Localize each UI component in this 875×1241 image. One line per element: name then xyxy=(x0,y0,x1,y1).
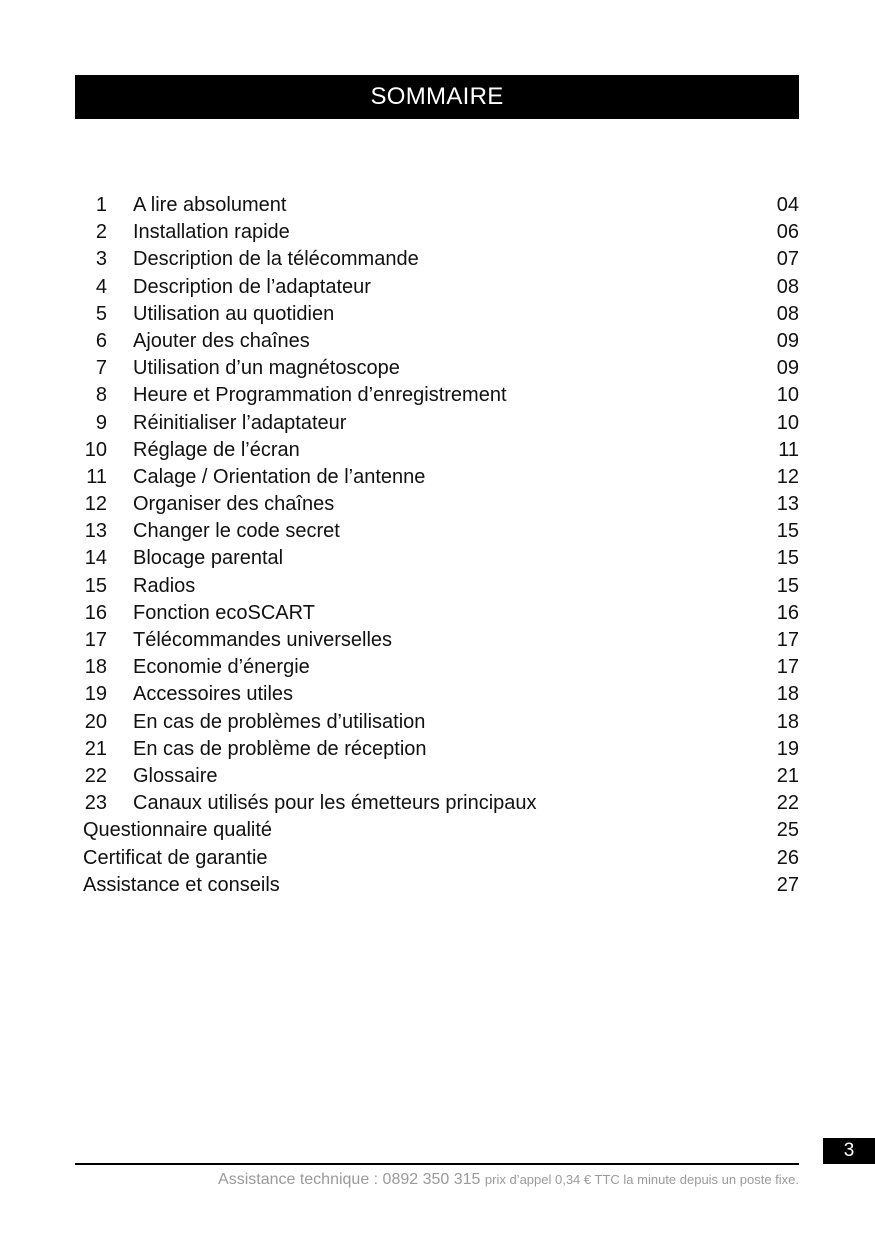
toc-row[interactable] xyxy=(75,246,799,273)
toc-label: Calage / Orientation de l’antenne xyxy=(133,465,426,488)
toc-row[interactable] xyxy=(75,872,799,899)
toc-row[interactable] xyxy=(75,763,799,790)
toc-page: 07 xyxy=(776,248,799,271)
toc-row[interactable] xyxy=(75,518,799,545)
toc-row[interactable] xyxy=(75,545,799,572)
toc-page: 18 xyxy=(776,710,799,733)
toc-number: 15 xyxy=(84,574,107,597)
toc-page: 08 xyxy=(776,302,799,325)
toc-number: 13 xyxy=(84,520,107,543)
toc-page: 17 xyxy=(776,656,799,679)
toc-label: Certificat de garantie xyxy=(83,846,268,869)
toc-number: 22 xyxy=(84,764,107,787)
table-of-contents xyxy=(75,192,799,899)
toc-row[interactable] xyxy=(75,464,799,491)
toc-label: Télécommandes universelles xyxy=(133,629,393,651)
toc-number: 12 xyxy=(84,493,107,516)
toc-page: 17 xyxy=(776,629,799,651)
toc-page: 19 xyxy=(776,737,799,760)
toc-row[interactable] xyxy=(75,573,799,600)
toc-number: 19 xyxy=(84,683,107,706)
toc-label: Organiser des chaînes xyxy=(133,493,335,516)
toc-row[interactable] xyxy=(75,817,799,844)
toc-label: Description de la télécommande xyxy=(133,248,419,271)
toc-number: 20 xyxy=(84,710,107,733)
toc-label: Assistance et conseils xyxy=(83,873,280,896)
footer-divider xyxy=(75,1163,799,1165)
toc-page: 22 xyxy=(776,792,799,815)
toc-row[interactable] xyxy=(75,491,799,518)
toc-label: Utilisation d’un magnétoscope xyxy=(133,357,400,380)
footer xyxy=(218,1171,799,1189)
toc-number: 1 xyxy=(95,194,107,216)
toc-page: 10 xyxy=(776,384,799,407)
toc-label: En cas de problèmes d’utilisation xyxy=(133,710,426,733)
toc-label: Radios xyxy=(133,574,196,597)
toc-row[interactable] xyxy=(75,736,799,763)
toc-label: Fonction ecoSCART xyxy=(133,601,315,624)
toc-page: 16 xyxy=(776,601,799,624)
header-bar xyxy=(75,75,799,119)
toc-row[interactable] xyxy=(75,355,799,382)
toc-row[interactable] xyxy=(75,681,799,708)
toc-page: 08 xyxy=(776,275,799,298)
toc-row[interactable] xyxy=(75,328,799,355)
toc-number: 18 xyxy=(84,656,107,679)
toc-label: Réinitialiser l’adaptateur xyxy=(133,411,347,434)
toc-page: 15 xyxy=(776,520,799,543)
toc-number: 11 xyxy=(86,465,107,488)
toc-row[interactable] xyxy=(75,410,799,437)
toc-page: 06 xyxy=(776,221,799,244)
toc-number: 2 xyxy=(95,221,107,244)
toc-label: A lire absolument xyxy=(133,194,287,216)
toc-row[interactable] xyxy=(75,790,799,817)
page-title: SOMMAIRE xyxy=(370,83,504,110)
toc-page: 27 xyxy=(776,873,799,896)
toc-label: Blocage parental xyxy=(133,547,284,570)
toc-row[interactable] xyxy=(75,845,799,872)
toc-page: 10 xyxy=(776,411,799,434)
toc-number: 17 xyxy=(84,629,107,651)
toc-page: 18 xyxy=(776,683,799,706)
support-phone: Assistance technique : 0892 350 315 xyxy=(218,1171,481,1188)
toc-row[interactable] xyxy=(75,627,799,654)
toc-page: 09 xyxy=(776,357,799,380)
toc-page: 15 xyxy=(776,547,799,570)
toc-label: Changer le code secret xyxy=(133,520,340,543)
toc-page: 04 xyxy=(776,194,799,216)
toc-label: Installation rapide xyxy=(133,221,290,244)
toc-number: 7 xyxy=(95,357,107,380)
toc-page: 12 xyxy=(776,465,799,488)
call-price-note: prix d’appel 0,34 € TTC la minute depuis un poste fixe. xyxy=(484,1172,799,1187)
toc-label: Ajouter des chaînes xyxy=(133,329,310,352)
toc-row[interactable] xyxy=(75,709,799,736)
toc-label: Economie d’énergie xyxy=(133,656,310,679)
toc-row[interactable] xyxy=(75,382,799,409)
toc-page: 13 xyxy=(776,493,799,516)
page-number: 3 xyxy=(843,1140,855,1161)
toc-number: 9 xyxy=(95,411,107,434)
toc-number: 8 xyxy=(95,384,107,407)
toc-row[interactable] xyxy=(75,600,799,627)
toc-page: 21 xyxy=(776,764,799,787)
toc-label: Réglage de l’écran xyxy=(133,438,300,461)
toc-label: Accessoires utiles xyxy=(133,683,294,706)
toc-row[interactable] xyxy=(75,654,799,681)
toc-label: Description de l’adaptateur xyxy=(133,275,371,298)
toc-number: 10 xyxy=(84,438,107,461)
toc-label: Canaux utilisés pour les émetteurs principaux xyxy=(133,792,537,815)
toc-number: 23 xyxy=(84,792,107,815)
toc-row[interactable] xyxy=(75,274,799,301)
toc-label: Glossaire xyxy=(133,764,218,787)
toc-label: Questionnaire qualité xyxy=(83,819,273,842)
toc-row[interactable] xyxy=(75,219,799,246)
page-number-tab xyxy=(823,1138,875,1164)
toc-number: 14 xyxy=(84,547,107,570)
toc-number: 3 xyxy=(95,248,107,271)
toc-row[interactable] xyxy=(75,437,799,464)
toc-page: 15 xyxy=(776,574,799,597)
toc-label: En cas de problème de réception xyxy=(133,737,427,760)
toc-page: 09 xyxy=(776,329,799,352)
toc-page: 26 xyxy=(776,846,799,869)
toc-label: Utilisation au quotidien xyxy=(133,302,335,325)
toc-number: 21 xyxy=(84,737,107,760)
toc-row[interactable] xyxy=(75,192,799,219)
toc-row[interactable] xyxy=(75,301,799,328)
toc-page: 25 xyxy=(776,819,799,842)
toc-number: 4 xyxy=(95,275,107,298)
toc-label: Heure et Programmation d’enregistrement xyxy=(133,384,507,407)
toc-number: 5 xyxy=(95,302,107,325)
toc-number: 6 xyxy=(95,329,107,352)
toc-page: 11 xyxy=(778,438,799,461)
toc-number: 16 xyxy=(84,601,107,624)
